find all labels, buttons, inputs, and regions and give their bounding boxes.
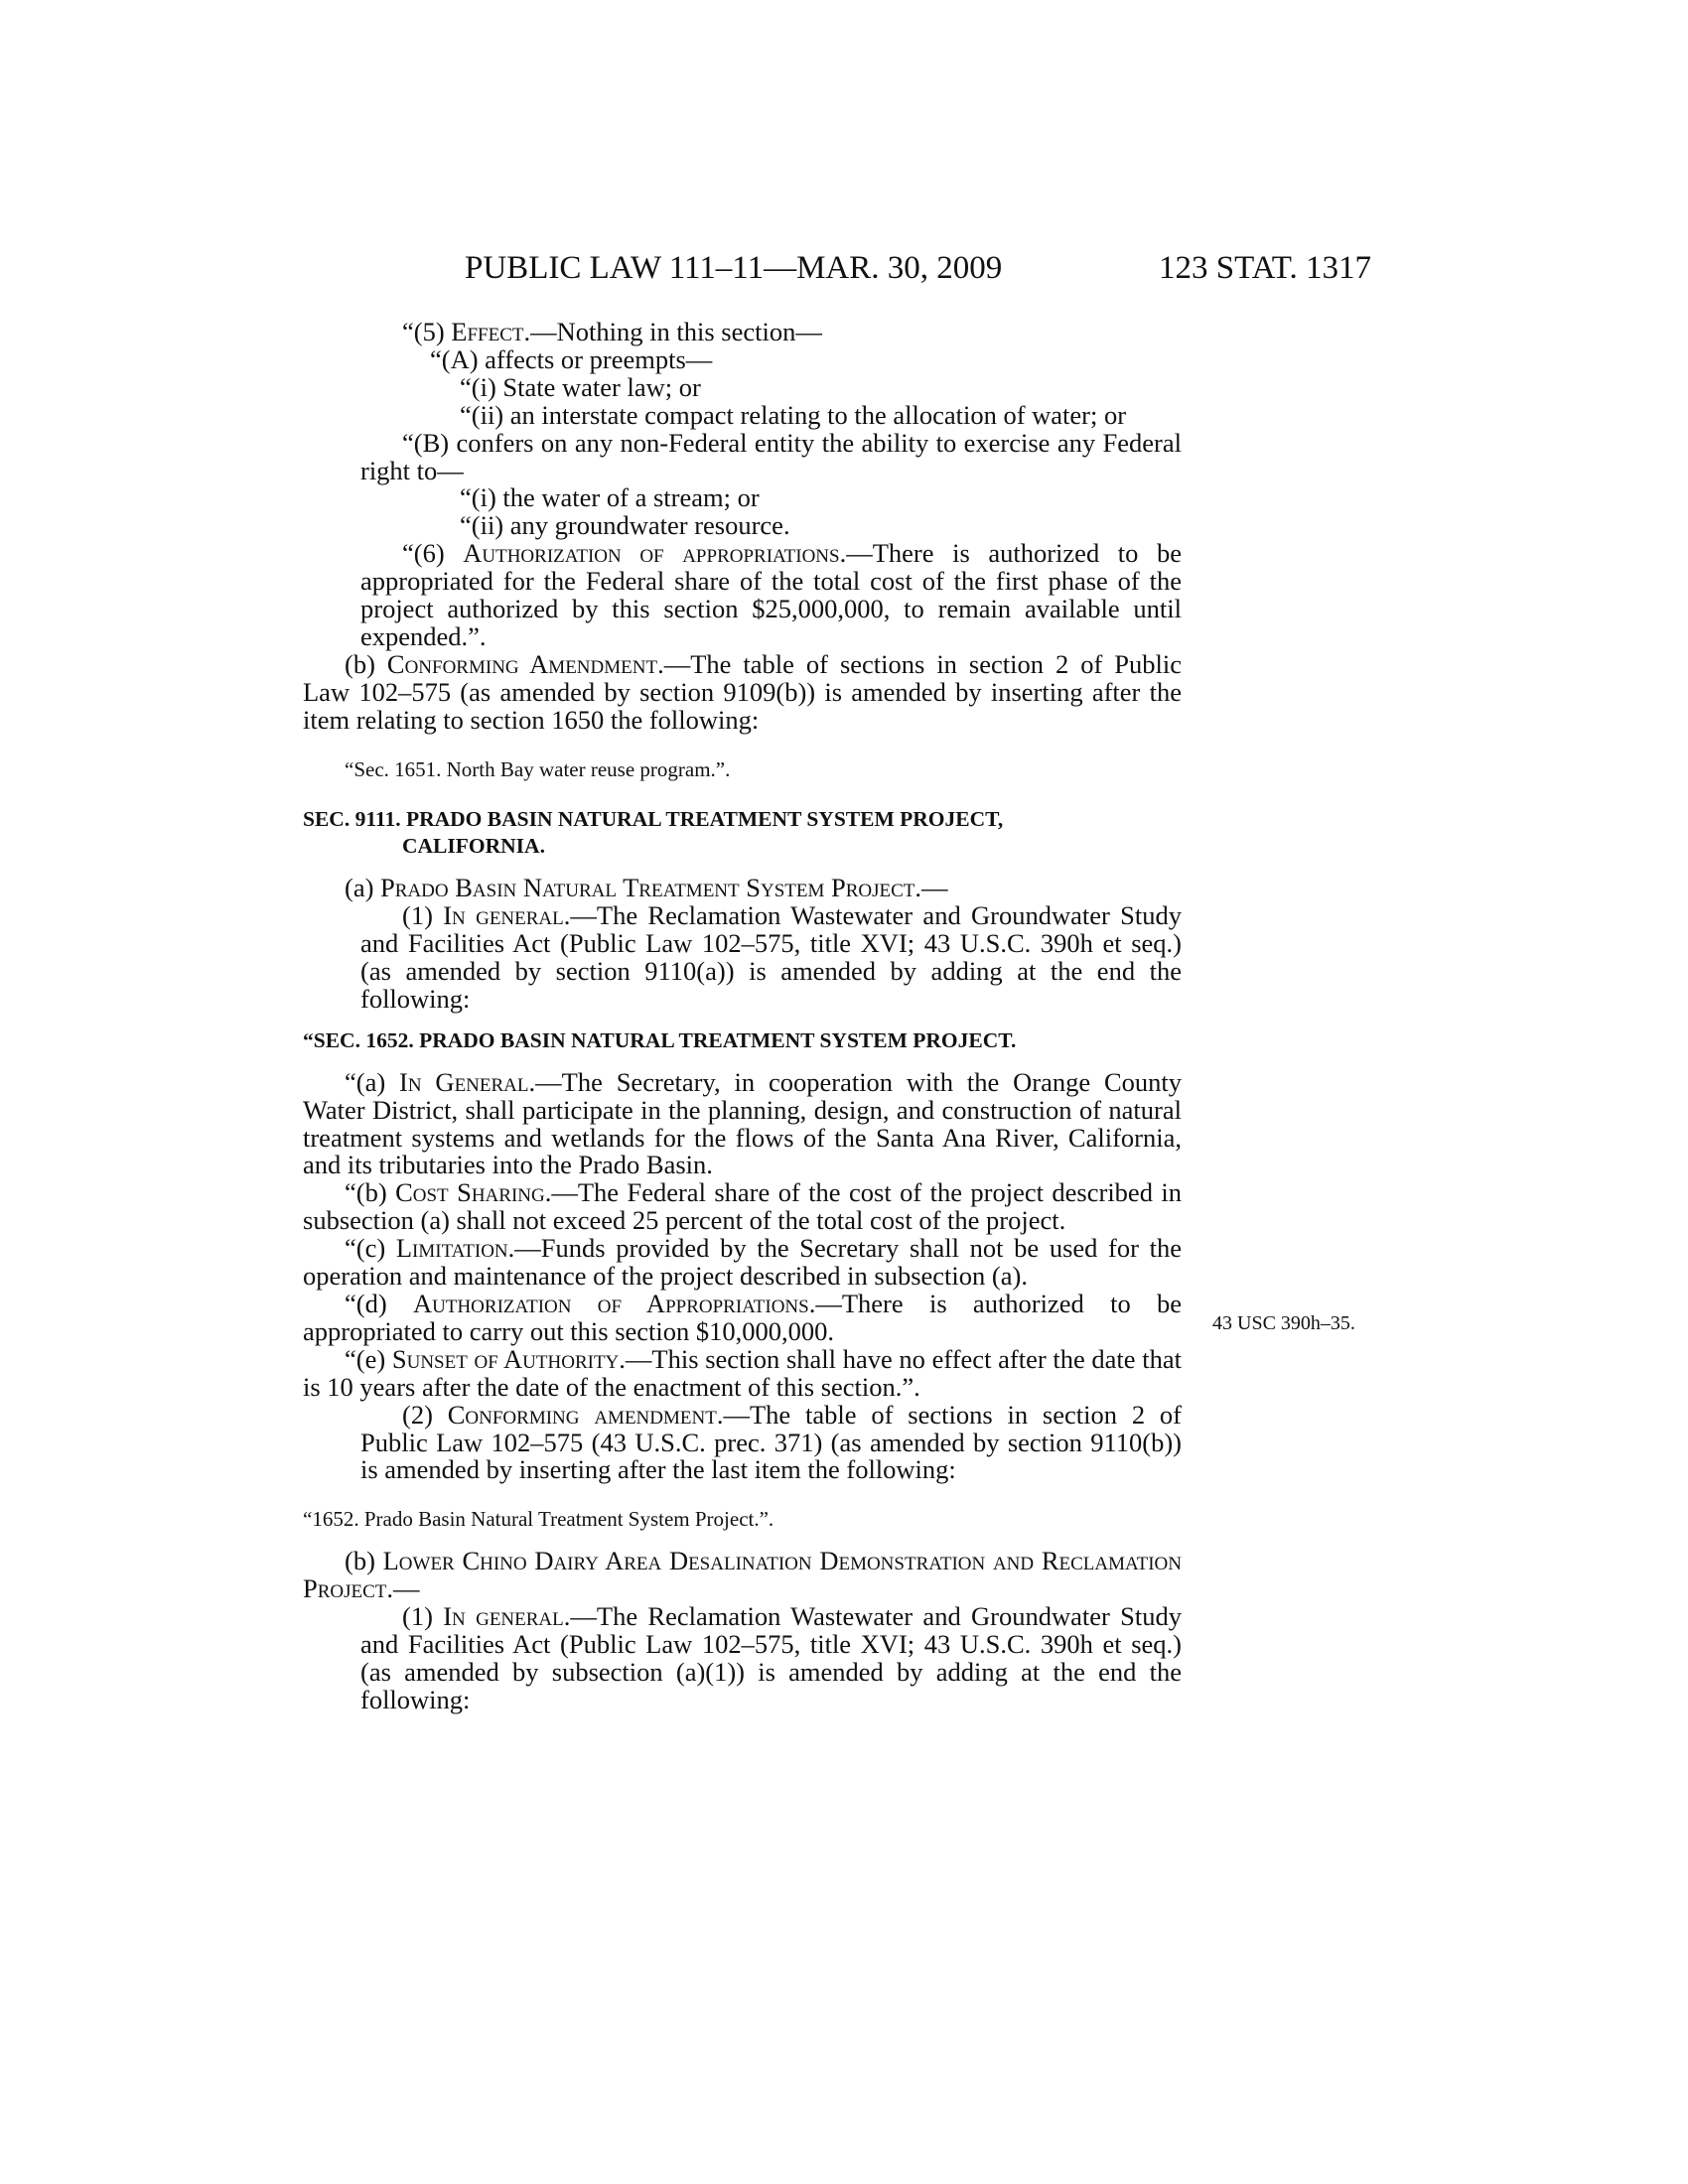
para-5Ai: “(i) State water law; or (460, 371, 701, 402)
para-1652e: “(e) Sunset of Authority.—This section shall have no effect after the date that is 10 years after the date of the enactment of this section.”. (303, 1343, 1182, 1402)
para-1652c: “(c) Limitation.—Funds provided by the Secretary shall not be used for the operation and maintenance of the project described in subsection (a). (303, 1233, 1182, 1292)
page-number: 123 STAT. 1317 (1159, 250, 1372, 286)
para-5Bi: “(i) the water of a stream; or (460, 482, 760, 513)
para-b-lower-chino: (b) Lower Chino Dairy Area Desalination Demonstration and Reclamation Project.— (303, 1546, 1182, 1604)
para-5B: “(B) confers on any non-Federal entity the ability to exercise any Federal right to— (360, 427, 1182, 485)
section-heading-9111: SEC. 9111. PRADO BASIN NATURAL TREATMENT SYSTEM PROJECT, (303, 806, 1004, 831)
para-5A: “(A) affects or preempts— (430, 343, 713, 374)
table-item-1652: “1652. Prado Basin Natural Treatment System Project.”. (303, 1507, 774, 1532)
para-a2-conforming: (2) Conforming amendment.—The table of sections in section 2 of Public Law 102–575 (43 U.S.C. prec. 371) (as amended by section 9110(b)) is amended by inserting after the last item the following: (360, 1399, 1182, 1485)
para-b-conforming: (b) Conforming Amendment.—The table of sections in section 2 of Public Law 102–575 (as amended by section 9109(b)) is amended by inserting after the item relating to section 1650 the following: (303, 648, 1182, 735)
para-a-prado: (a) Prado Basin Natural Treatment System Project.— (345, 873, 948, 903)
para-6-authorization: “(6) Authorization of appropriations.—There is authorized to be appropriated for the Federal share of the total cost of the first phase of the project authorized by this section $25,000,000, to remain available until expended.”. (360, 538, 1182, 651)
para-5-effect: “(5) Effect.—Nothing in this section— (402, 317, 822, 346)
para-b1-general: (1) In general.—The Reclamation Wastewater and Groundwater Study and Facilities Act (Public Law 102–575, title XVI; 43 U.S.C. 390h et seq.) (as amended by subsection (a)(1)) is amended by adding at the end the following: (360, 1601, 1183, 1714)
para-a1-general: (1) In general.—The Reclamation Wastewater and Groundwater Study and Facilities Act (Public Law 102–575, title XVI; 43 U.S.C. 390h et seq.) (as amended by section 9110(a)) is amended by adding at the end the following: (360, 900, 1183, 1014)
margin-citation: 43 USC 390h–35. (1212, 1312, 1355, 1334)
para-5Aii: “(ii) an interstate compact relating to the allocation of water; or (460, 399, 1127, 430)
running-header: PUBLIC LAW 111–11—MAR. 30, 2009 (465, 250, 1003, 286)
statute-body (303, 319, 1182, 1714)
para-1652d: “(d) Authorization of Appropriations.—There is authorized to be appropriated to carry out this section $10,000,000. (303, 1289, 1183, 1346)
section-heading-9111-cont: CALIFORNIA. (402, 834, 545, 859)
para-5Bii: “(ii) any groundwater resource. (460, 510, 790, 541)
para-1652a: “(a) In General.—The Secretary, in cooperation with the Orange County Water District, shall participate in the planning, design, and construction of natural treatment systems and wetlands for the flows of the Santa Ana River, California, and its tributaries into the Prado Basin. (303, 1066, 1182, 1180)
para-1652b: “(b) Cost Sharing.—The Federal share of the cost of the project described in subsection (a) shall not exceed 25 percent of the total cost of the project. (303, 1177, 1182, 1236)
table-item-1651: “Sec. 1651. North Bay water reuse program.”. (345, 756, 731, 781)
section-heading-1652: “SEC. 1652. PRADO BASIN NATURAL TREATMENT SYSTEM PROJECT. (303, 1027, 1017, 1052)
